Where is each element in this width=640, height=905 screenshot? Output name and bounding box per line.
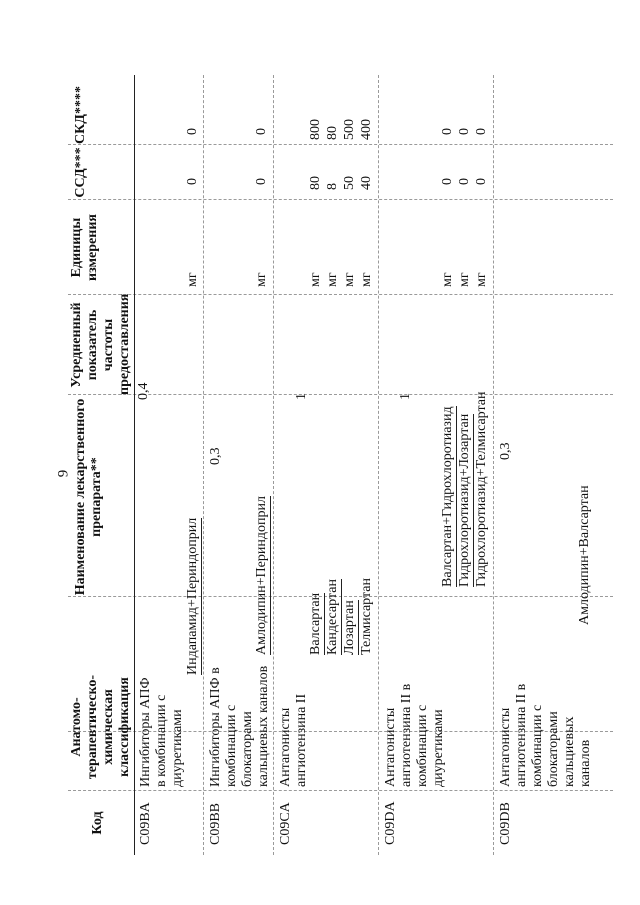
drug-skd: 80 — [325, 126, 340, 140]
header-frequency: Усредненный показатель частоты предоставления — [69, 293, 132, 395]
drug-skd: 800 — [308, 119, 323, 140]
atc-code: C09DA — [383, 801, 398, 845]
drug-unit: мг — [359, 272, 374, 287]
drug-name: Гидрохлоротиазид+Лозартан — [457, 413, 472, 587]
drug-ssd: 0 — [185, 178, 200, 185]
drug-name: Индапамид+Периндоприл — [185, 517, 200, 675]
atc-classification: Ингибиторы АПФ в комбинации с блокаторами кальциевых каналов — [208, 665, 271, 787]
row-divider — [378, 75, 379, 855]
drug-name: Кандесартан — [325, 579, 340, 655]
header-drug-name: Наименование лекарственного препарата** — [73, 398, 104, 596]
drug-ssd: 0 — [254, 178, 269, 185]
row-divider — [203, 75, 204, 855]
atc-code: C09BA — [138, 802, 153, 845]
drug-ssd: 80 — [308, 176, 323, 190]
atc-classification: Антагонисты ангиотензина II в комбинации с блокаторами кальциевых каналов — [498, 683, 593, 787]
group-frequency: 1 — [398, 393, 413, 400]
drug-ssd: 8 — [325, 183, 340, 190]
drug-table — [68, 75, 613, 855]
header-ssd: ССД*** — [73, 147, 88, 198]
drug-ssd: 0 — [474, 178, 489, 185]
page-number: 9 — [55, 469, 72, 478]
atc-classification: Антагонисты ангиотензина II в комбинации с диуретиками — [383, 683, 446, 787]
row-divider — [493, 75, 494, 855]
drug-ssd: 0 — [457, 178, 472, 185]
header-unit: Единицы измерения — [69, 214, 100, 281]
group-frequency: 0,4 — [136, 382, 151, 400]
drug-skd: 0 — [254, 128, 269, 135]
drug-ssd: 0 — [440, 178, 455, 185]
column-divider — [68, 199, 613, 200]
drug-unit: мг — [342, 272, 357, 287]
header-skd: СКД**** — [73, 86, 88, 144]
drug-name: Телмисартан — [359, 578, 374, 655]
atc-classification: Антагонисты ангиотензина II — [278, 693, 309, 787]
header-row-divider — [134, 75, 135, 855]
drug-unit: мг — [474, 272, 489, 287]
group-frequency: 0,3 — [498, 442, 513, 460]
drug-name: Лозартан — [342, 600, 357, 655]
row-divider — [273, 75, 274, 855]
drug-unit: мг — [440, 272, 455, 287]
drug-unit: мг — [308, 272, 323, 287]
column-divider — [68, 144, 613, 145]
atc-code: C09DB — [498, 802, 513, 845]
drug-unit: мг — [325, 272, 340, 287]
column-divider — [68, 790, 613, 791]
drug-frequency: 1 — [294, 393, 309, 400]
header-code: Код — [90, 811, 105, 835]
drug-skd: 0 — [440, 128, 455, 135]
drug-name: Валсартан — [308, 592, 323, 655]
drug-ssd: 40 — [359, 176, 374, 190]
drug-ssd: 50 — [342, 176, 357, 190]
atc-code: C09BB — [208, 802, 223, 845]
drug-name: Гидрохлоротиазид+Телмисартан — [474, 391, 489, 587]
drug-skd: 500 — [342, 119, 357, 140]
drug-skd: 0 — [457, 128, 472, 135]
drug-name: Амлодипин+Периндоприл — [254, 496, 269, 655]
drug-unit: мг — [457, 272, 472, 287]
header-classification: Анатомо-терапевтическо-химическая классификация — [69, 674, 132, 780]
atc-classification: Ингибиторы АПФ в комбинации с диуретиками — [138, 677, 185, 787]
drug-unit: мг — [254, 272, 269, 287]
drug-skd: 400 — [359, 119, 374, 140]
drug-frequency: 0,3 — [208, 447, 223, 465]
drug-name: Амлодипин+Валсартан — [577, 485, 592, 625]
atc-code: C09CA — [278, 802, 293, 845]
drug-skd: 0 — [474, 128, 489, 135]
column-divider — [68, 294, 613, 295]
drug-skd: 0 — [185, 128, 200, 135]
drug-unit: мг — [185, 272, 200, 287]
drug-name: Валсартан+Гидрохлоротиазид — [440, 406, 455, 587]
